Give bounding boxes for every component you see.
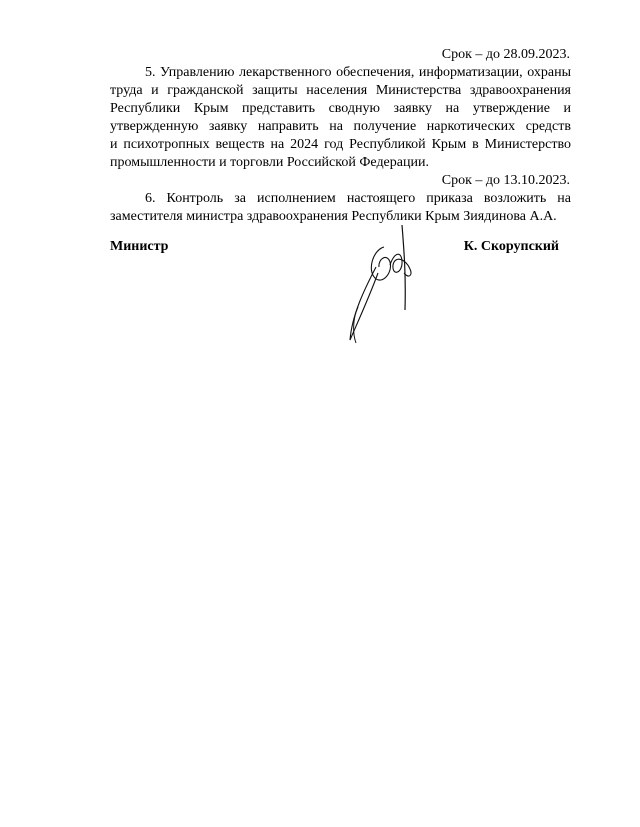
item-6-line-2: заместителя министра здравоохранения Республики Крым Зиядинова А.А.: [110, 209, 557, 224]
handwritten-signature: [340, 215, 430, 345]
deadline-1: Срок – до 28.09.2023.: [441, 47, 570, 62]
item-5-line-5: и психотропных веществ на 2024 год Республикой Крым в Министерство: [110, 137, 571, 152]
deadline-2: Срок – до 13.10.2023.: [441, 173, 570, 188]
item-5-line-1: 5. Управлению лекарственного обеспечения, информатизации, охраны: [145, 65, 571, 80]
item-5-line-2: труда и гражданской защиты населения Министерства здравоохранения: [110, 83, 571, 98]
item-5-line-6: промышленности и торговли Российской Федерации.: [110, 155, 429, 170]
signer-title: Министр: [110, 239, 169, 254]
signer-name: К. Скорупский: [463, 239, 559, 254]
item-5-line-4: утвержденную заявку направить на получение наркотических средств: [110, 119, 571, 134]
item-6-line-1: 6. Контроль за исполнением настоящего приказа возложить на: [145, 191, 571, 206]
item-5-line-3: Республики Крым представить сводную заявку на утверждение и: [110, 101, 571, 116]
